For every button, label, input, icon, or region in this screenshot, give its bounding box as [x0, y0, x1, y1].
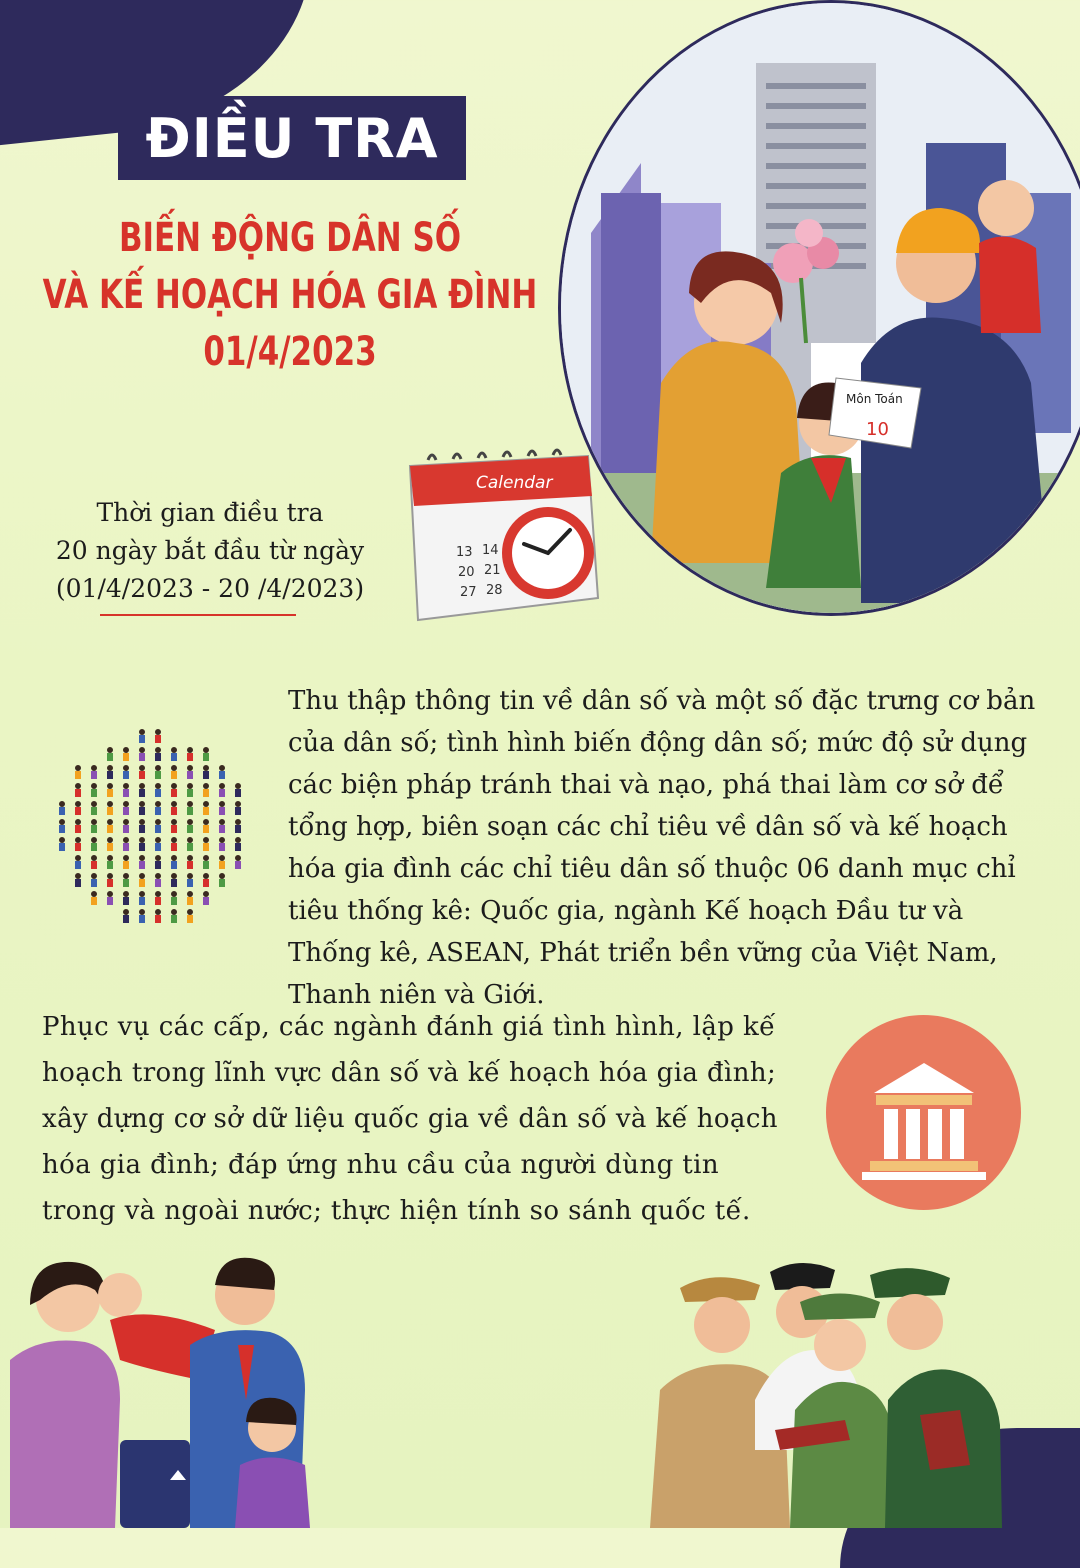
title-date: 01/4/2023	[203, 329, 377, 375]
period-underline	[100, 614, 296, 616]
bank-icon	[826, 1015, 1021, 1210]
officers-illustration	[630, 1250, 1030, 1528]
survey-period	[40, 494, 380, 608]
calendar-date-2: 14	[482, 543, 499, 558]
purpose-paragraph-1: Thu thập thông tin về dân số và một số đặc trưng cơ bản của dân số; tình hình biến động dân số; mức độ sử dụng các biện pháp tránh thai và nạo, phá thai làm cơ sở để tổng hợp, biên soạn các chỉ tiêu về dân số và kế hoạch hóa gia đình các chỉ tiêu dân số thuộc 06 danh mục chỉ tiêu thống kê: Quốc gia, ngành Kế hoạch Đầu tư và Thống kê, ASEAN, Phát triển bền vững của Việt Nam, Thanh niên và Giới.	[288, 686, 1036, 1010]
calendar-icon	[398, 448, 608, 628]
calendar-date-5: 27	[460, 585, 477, 600]
family-city-illustration	[558, 0, 1080, 616]
paper-label: Môn Toán	[846, 392, 903, 406]
family-illustration	[0, 1250, 340, 1528]
calendar-date-4: 21	[484, 563, 501, 578]
calendar-date-1: 13	[456, 545, 473, 560]
calendar-date-3: 20	[458, 565, 475, 580]
period-line-2: 20 ngày bắt đầu từ ngày	[55, 536, 365, 565]
calendar-label: Calendar	[476, 473, 553, 493]
period-line-1: Thời gian điều tra	[96, 498, 324, 527]
period-line-3: (01/4/2023 - 20 /4/2023)	[55, 574, 365, 603]
title-line-2: VÀ KẾ HOẠCH HÓA GIA ĐÌNH	[42, 272, 538, 318]
title-line-1: BIẾN ĐỘNG DÂN SỐ	[118, 215, 462, 261]
purpose-paragraph-2: Phục vụ các cấp, các ngành đánh giá tình hình, lập kế hoạch trong lĩnh vực dân số và kế hoạch hóa gia đình; xây dựng cơ sở dữ liệu quốc gia về dân số và kế hoạch hóa gia đình; đáp ứng nhu cầu của người dùng tin trong và ngoài nước; thực hiện tính so sánh quốc tế.	[42, 1012, 778, 1226]
paper-score: 10	[866, 419, 889, 440]
calendar-date-6: 28	[486, 583, 503, 598]
crowd-illustration	[54, 720, 254, 930]
survey-badge: ĐIỀU TRA	[118, 96, 466, 180]
